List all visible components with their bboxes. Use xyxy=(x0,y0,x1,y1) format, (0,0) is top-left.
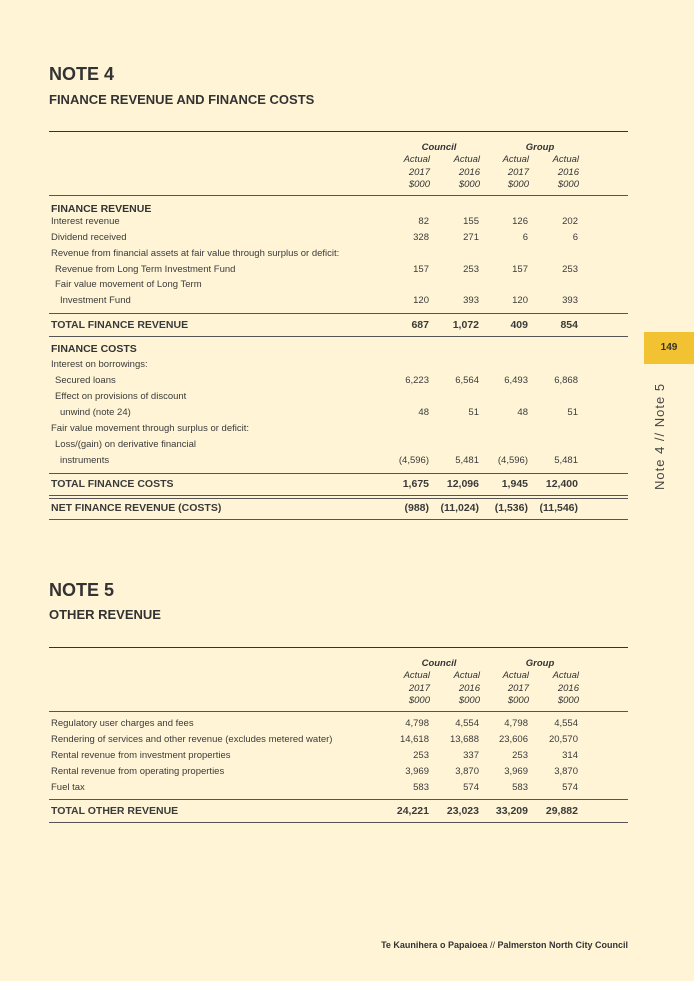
footer: Te Kaunihera o Papaioea // Palmerston North City Council xyxy=(381,940,628,950)
total-revenue-top-rule xyxy=(49,313,628,314)
table-row: Investment Fund 120 393 120 393 xyxy=(60,295,578,306)
note5-top-rule xyxy=(49,647,628,648)
note5-title: NOTE 5 xyxy=(49,580,115,600)
page-number-tab: 149 xyxy=(644,332,694,364)
note5-subtitle: OTHER REVENUE xyxy=(49,607,161,622)
net-top-double-rule xyxy=(49,495,628,499)
table-row: Rental revenue from investment properties 253 337 253 314 xyxy=(51,750,578,761)
finance-revenue-heading: FINANCE REVENUE xyxy=(51,203,152,215)
table-row: unwind (note 24) 48 51 48 51 xyxy=(60,407,578,418)
note4-top-rule xyxy=(49,131,628,132)
total-revenue-bottom-rule xyxy=(49,336,628,337)
note5-col3-header: Actual 2017 $000 xyxy=(502,670,529,706)
side-section-label: Note 4 // Note 5 xyxy=(652,382,667,490)
table-row: Rental revenue from operating properties 3,969 3,870 3,969 3,870 xyxy=(51,766,578,777)
table-row: Revenue from Long Term Investment Fund 157 253 157 253 xyxy=(55,264,578,275)
total-costs-top-rule xyxy=(49,473,628,474)
note4-council-header: Council xyxy=(421,142,457,153)
net-bottom-rule xyxy=(49,519,628,520)
note5-header-rule xyxy=(49,711,628,712)
note4-col1-header: Actual 2017 $000 xyxy=(403,154,430,190)
table-row: Interest revenue 82 155 126 202 xyxy=(51,216,578,227)
note5-total-bottom-rule xyxy=(49,822,628,823)
table-row: Revenue from financial assets at fair value through surplus or deficit: xyxy=(51,248,340,259)
table-row: Rendering of services and other revenue (excludes metered water) 14,618 13,688 23,606 20,570 xyxy=(51,734,578,745)
note5-group-header: Group xyxy=(525,658,555,669)
note4-subtitle: FINANCE REVENUE AND FINANCE COSTS xyxy=(49,92,315,107)
total-finance-costs-row: TOTAL FINANCE COSTS 1,675 12,096 1,945 12,400 xyxy=(51,478,578,490)
note4-col3-header: Actual 2017 $000 xyxy=(502,154,529,190)
net-finance-revenue-row: NET FINANCE REVENUE (COSTS) (988) (11,024) (1,536) (11,546) xyxy=(51,502,578,514)
note5-total-top-rule xyxy=(49,799,628,800)
table-row: Fair value movement of Long Term xyxy=(55,279,202,290)
note5-council-header: Council xyxy=(421,658,457,669)
total-finance-revenue-row: TOTAL FINANCE REVENUE 687 1,072 409 854 xyxy=(51,319,578,331)
table-row: Secured loans 6,223 6,564 6,493 6,868 xyxy=(55,375,578,386)
table-row: Fair value movement through surplus or deficit: xyxy=(51,423,250,434)
note5-col2-header: Actual 2016 $000 xyxy=(453,670,480,706)
table-row: Interest on borrowings: xyxy=(51,359,148,370)
note4-title: NOTE 4 xyxy=(49,64,115,84)
note4-col4-header: Actual 2016 $000 xyxy=(552,154,579,190)
note5-col4-header: Actual 2016 $000 xyxy=(552,670,579,706)
table-row: Dividend received 328 271 6 6 xyxy=(51,232,578,243)
note4-col2-header: Actual 2016 $000 xyxy=(453,154,480,190)
finance-costs-heading: FINANCE COSTS xyxy=(51,343,137,355)
note4-header-rule xyxy=(49,195,628,196)
note5-col1-header: Actual 2017 $000 xyxy=(403,670,430,706)
table-row: Loss/(gain) on derivative financial xyxy=(55,439,196,450)
table-row: instruments (4,596) 5,481 (4,596) 5,481 xyxy=(60,455,578,466)
table-row: Regulatory user charges and fees 4,798 4,554 4,798 4,554 xyxy=(51,718,578,729)
total-other-revenue-row: TOTAL OTHER REVENUE 24,221 23,023 33,209 29,882 xyxy=(51,805,578,817)
table-row: Effect on provisions of discount xyxy=(55,391,187,402)
note4-group-header: Group xyxy=(525,142,555,153)
table-row: Fuel tax 583 574 583 574 xyxy=(51,782,578,793)
